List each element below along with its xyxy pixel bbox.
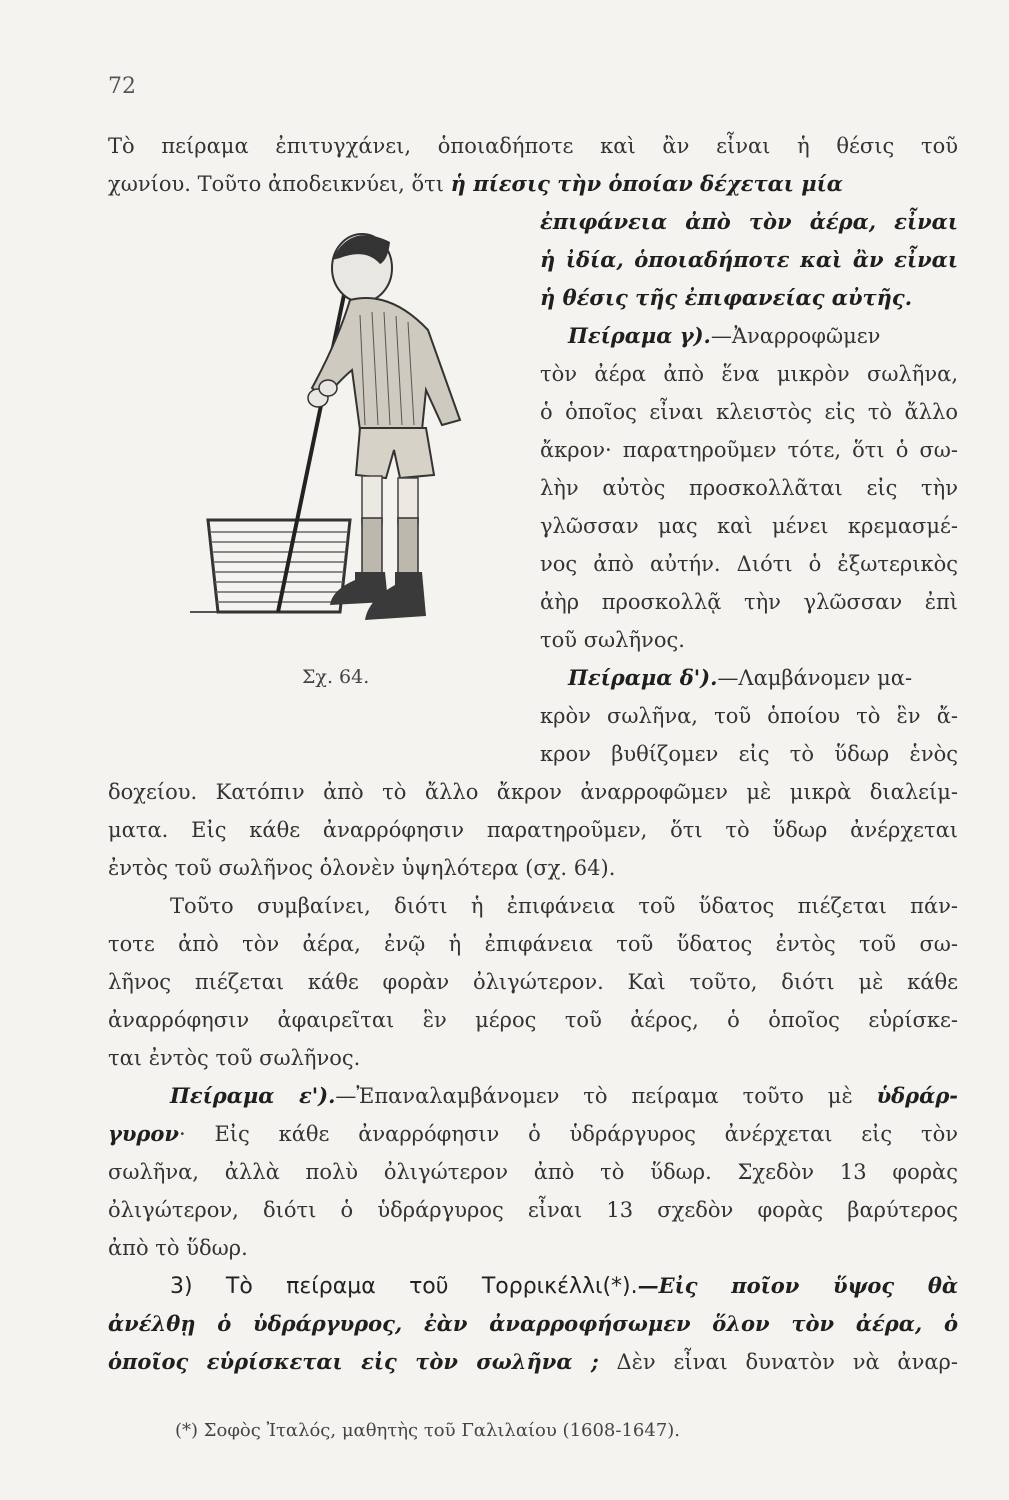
text-line: τοῦ σωλῆνος.	[540, 628, 685, 652]
text-line: νος ἀπὸ αὐτήν. Διότι ὁ ἐξωτερικὸς	[540, 552, 958, 576]
text-line: ἀπὸ τὸ ὕδωρ.	[108, 1236, 248, 1260]
text-span: —Λαμβάνομεν μα-	[717, 666, 913, 690]
emphasis-text: ὁποῖος εὑρίσκεται εἰς τὸν σωλῆνα ;	[108, 1349, 599, 1374]
text-line: Τοῦτο συμβαίνει, διότι ἡ ἐπιφάνεια τοῦ ὕδατος πιέζεται πάν-	[170, 894, 958, 918]
text-line: λῆνος πιέζεται κάθε φορὰν ὀλιγώτερον. Καὶ τοῦτο, διότι μὲ κάθε	[108, 970, 958, 994]
text-line: κρον βυθίζομεν εἰς τὸ ὕδωρ ἑνὸς	[540, 742, 958, 766]
text-line: ται ἐντὸς τοῦ σωλῆνος.	[108, 1046, 361, 1070]
text-line: τὸν ἀέρα ἀπὸ ἕνα μικρὸν σωλῆνα,	[540, 362, 958, 386]
text-span: χωνίου. Τοῦτο ἀποδεικνύει, ὅτι	[108, 172, 451, 196]
figure-boy-drinking-illustration	[190, 220, 490, 640]
text-line: ἡ ἰδία, ὁποιαδήποτε καὶ ἂν εἶναι	[540, 247, 958, 272]
text-line: τοτε ἀπὸ τὸν ἀέρα, ἐνῷ ἡ ἐπιφάνεια τοῦ ὕδατος ἐντὸς τοῦ σω-	[108, 932, 958, 956]
footnote: (*) Σοφὸς Ἰταλός, μαθητὴς τοῦ Γαλιλαίου (1608-1647).	[175, 1420, 681, 1441]
text-line	[568, 322, 958, 350]
figure-caption: Σχ. 64.	[302, 666, 370, 688]
emphasis-text: γυρον	[108, 1121, 179, 1146]
text-line: δοχείου. Κατόπιν ἀπὸ τὸ ἄλλο ἄκρον ἀναρροφῶμεν μὲ μικρὰ διαλείμ-	[108, 780, 958, 804]
section-heading: 3) Τὸ πείραμα τοῦ Τορρικέλλι(*).	[170, 1274, 638, 1299]
experiment-heading: Πείραμα γ).	[568, 323, 711, 348]
emphasis-text: ὑδράρ-	[876, 1083, 958, 1108]
text-line: ἐπιφάνεια ἀπὸ τὸν ἀέρα, εἶναι	[540, 209, 958, 234]
text-span: Δὲν εἶναι δυνατὸν νὰ ἀναρ-	[598, 1350, 958, 1374]
text-line: ἄκρον· παρατηροῦμεν τότε, ὅτι ὁ σω-	[540, 438, 958, 462]
text-line: ἡ θέσις τῆς ἐπιφανείας αὐτῆς.	[540, 285, 913, 310]
text-line	[108, 170, 958, 198]
text-span: —Ἀναρροφῶμεν	[710, 324, 881, 348]
emphasis-text: —Εἰς ποῖον ὕψος θὰ	[637, 1273, 958, 1298]
experiment-heading: Πείραμα ε').	[170, 1083, 336, 1108]
text-line: Τὸ πείραμα ἐπιτυγχάνει, ὁποιαδήποτε καὶ ἂν εἶναι ἡ θέσις τοῦ	[108, 134, 958, 158]
experiment-heading: Πείραμα δ').	[568, 665, 718, 690]
text-line: ἐντὸς τοῦ σωλῆνος ὁλονὲν ὑψηλότερα (σχ. 64).	[108, 856, 616, 880]
text-line	[170, 1082, 958, 1110]
text-line: ὀλιγώτερον, διότι ὁ ὑδράργυρος εἶναι 13 σχεδὸν φορὰς βαρύτερος	[108, 1198, 958, 1222]
text-line	[108, 1120, 958, 1148]
page-number: 72	[108, 74, 136, 99]
text-line	[568, 664, 958, 692]
emphasis-text: ἡ πίεσις τὴν ὁποίαν δέχεται μία	[450, 171, 843, 196]
text-line	[108, 1348, 958, 1376]
text-span: · Εἰς κάθε ἀναρρόφησιν ὁ ὑδράργυρος ἀνέρχεται εἰς τὸν	[178, 1122, 958, 1146]
text-line	[170, 1272, 958, 1301]
text-line: λὴν αὐτὸς προσκολλᾶται εἰς τὴν	[540, 476, 958, 500]
text-line: ματα. Εἰς κάθε ἀναρρόφησιν παρατηροῦμεν, ὅτι τὸ ὕδωρ ἀνέρχεται	[108, 818, 958, 842]
text-line: ὁ ὁποῖος εἶναι κλειστὸς εἰς τὸ ἄλλο	[540, 400, 958, 424]
text-line: κρὸν σωλῆνα, τοῦ ὁποίου τὸ ἓν ἄ-	[540, 704, 958, 728]
text-span: —Ἐπαναλαμβάνομεν τὸ πείραμα τοῦτο μὲ	[335, 1084, 877, 1108]
text-line: σωλῆνα, ἀλλὰ πολὺ ὀλιγώτερον ἀπὸ τὸ ὕδωρ. Σχεδὸν 13 φορὰς	[108, 1160, 958, 1184]
text-line: γλῶσσαν μας καὶ μένει κρεμασμέ-	[540, 514, 958, 538]
text-line: ἀὴρ προσκολλᾷ τὴν γλῶσσαν ἐπὶ	[540, 590, 958, 614]
text-line: ἀνέλθῃ ὁ ὑδράργυρος, ἐὰν ἀναρροφήσωμεν ὅλον τὸν ἀέρα, ὁ	[108, 1311, 958, 1336]
text-line: ἀναρρόφησιν ἀφαιρεῖται ἓν μέρος τοῦ ἀέρος, ὁ ὁποῖος εὑρίσκε-	[108, 1008, 958, 1032]
